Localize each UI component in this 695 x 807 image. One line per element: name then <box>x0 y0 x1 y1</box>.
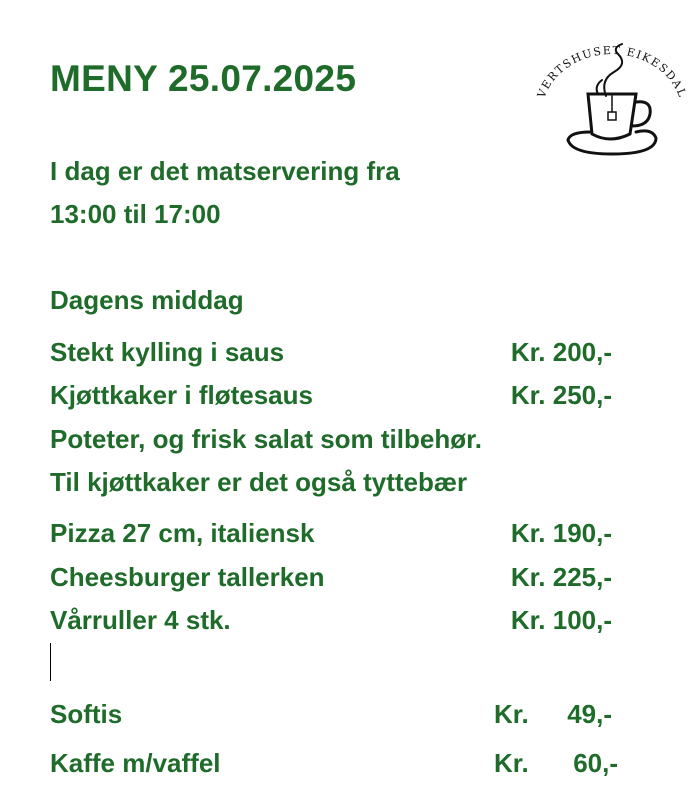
item-name: Kjøttkaker i fløtesaus <box>50 380 313 410</box>
item-price: Kr. 190,- <box>510 518 612 548</box>
section-title: Dagens middag <box>50 285 244 315</box>
logo-text: VERTSHUSET EIKESDAL <box>534 43 690 100</box>
item-name: Cheesburger tallerken <box>50 562 325 592</box>
service-line-1: I dag er det matservering fra <box>50 156 400 186</box>
menu-item <box>50 748 630 780</box>
item-amount: 60,- <box>573 748 618 778</box>
item-price: Kr. 250,- <box>510 380 612 410</box>
menu-item <box>50 699 630 731</box>
item-price: Kr. 200,- <box>510 337 612 367</box>
item-currency: Kr. <box>494 748 529 778</box>
item-currency: Kr. <box>494 699 529 729</box>
item-amount: 49,- <box>567 699 612 729</box>
item-name: Kaffe m/vaffel <box>50 748 221 778</box>
lingonberry-note: Til kjøttkaker er det også tyttebær <box>50 467 468 497</box>
item-name: Vårruller 4 stk. <box>50 605 231 635</box>
service-line-2: 13:00 til 17:00 <box>50 199 221 229</box>
item-price: Kr. 225,- <box>510 562 612 592</box>
menu-item <box>50 562 630 594</box>
item-name: Stekt kylling i saus <box>50 337 285 367</box>
vertshuset-logo <box>532 36 692 161</box>
item-price: Kr. 100,- <box>510 605 612 635</box>
item-name: Softis <box>50 699 123 729</box>
side-dish-note: Poteter, og frisk salat som tilbehør. <box>50 424 483 454</box>
text-cursor[interactable] <box>50 643 51 681</box>
item-name: Pizza 27 cm, italiensk <box>50 518 315 548</box>
menu-item <box>50 380 630 412</box>
menu-item <box>50 518 630 550</box>
menu-item <box>50 337 630 369</box>
menu-item <box>50 605 630 637</box>
menu-title: MENY 25.07.2025 <box>50 58 357 99</box>
